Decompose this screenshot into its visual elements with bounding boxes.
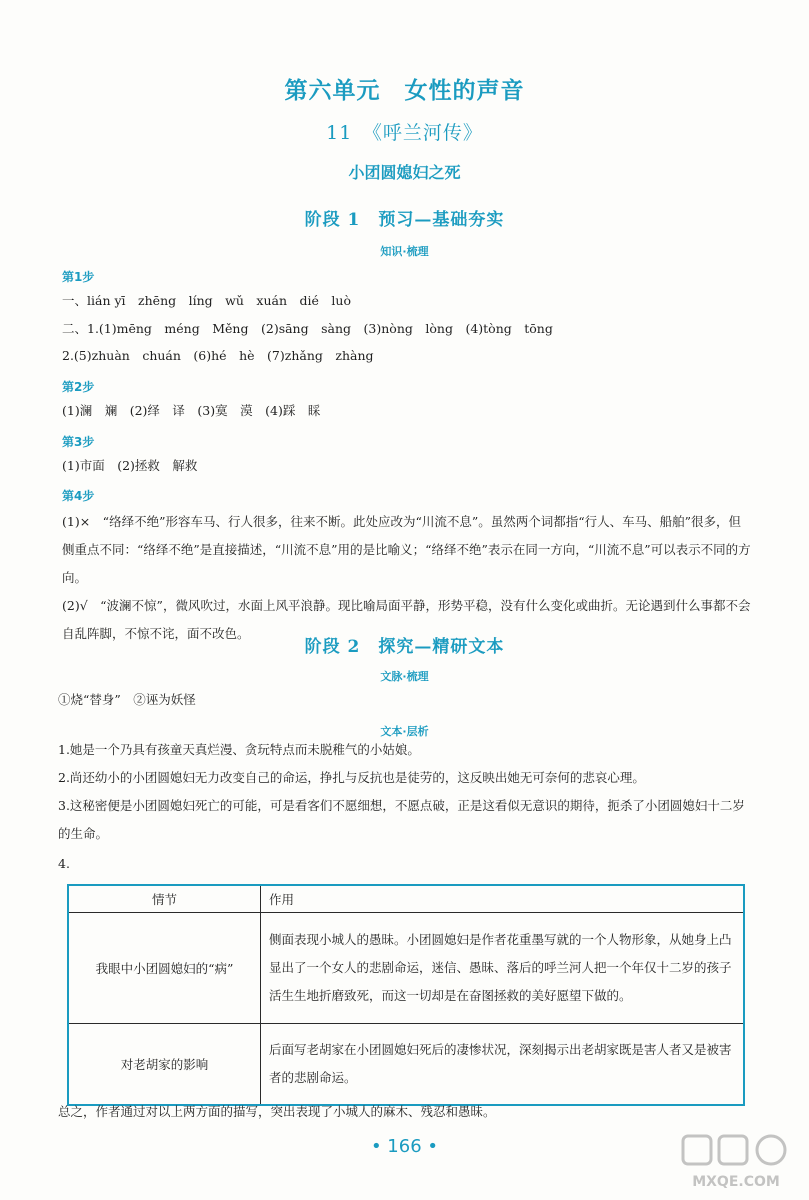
table-header-row — [68, 885, 744, 913]
watermark-graphic-icon — [681, 1132, 791, 1168]
plot-table — [67, 884, 745, 1106]
table-cell-plot: 对老胡家的影响 — [68, 1024, 261, 1106]
analysis-item: 1.她是一个乃具有孩童天真烂漫、贪玩特点而未脱稚气的小姑娘。 — [58, 742, 420, 757]
table-cell-role: 后面写老胡家在小团圆媳妇死后的凄惨状况，深刻揭示出老胡家既是害人者又是被害者的悲剧命运。 — [261, 1024, 745, 1106]
analysis-subtitle: 文本·层析 — [380, 725, 429, 738]
step4-label: 第4步 — [62, 489, 95, 503]
step1-label: 第1步 — [62, 270, 95, 284]
analysis-item: 2.尚还幼小的小团圆媳妇无力改变自己的命运，挣扎与反抗也是徒劳的，这反映出她无可奈何的悲哀心理。 — [58, 770, 645, 785]
step1-line: 二、1.(1)mēng méng Měng (2)sāng sàng (3)nòng lòng (4)tòng tōng — [62, 321, 553, 336]
table-row — [68, 913, 744, 1024]
watermark-logo — [671, 1132, 801, 1190]
item4-label: 4. — [58, 856, 70, 871]
table-row — [68, 1024, 744, 1106]
section-title: 小团圆媳妇之死 — [348, 163, 461, 182]
table-cell-plot: 我眼中小团圆媳妇的“病” — [68, 913, 261, 1024]
analysis-list — [58, 736, 752, 848]
step3-line: (1)市面 (2)拯救 解救 — [62, 458, 198, 473]
analysis-item: 3.这秘密便是小团圆媳妇死亡的可能，可是看客们不愿细想，不愿点破，正是这看似无意识的期待，扼杀了小团圆媳妇十二岁的生命。 — [58, 798, 745, 841]
step4-para-2: (2)√ “波澜不惊”，微风吹过，水面上风平浪静。现比喻局面平静，形势平稳，没有什么变化或曲折。无论遇到什么事都不会自乱阵脚，不惊不诧，面不改色。 — [62, 598, 751, 641]
watermark-text: MXQE.COM — [692, 1174, 780, 1190]
step2-label: 第2步 — [62, 380, 95, 394]
stage1-title: 阶段 1 预习—基础夯实 — [304, 210, 505, 230]
step2-line: (1)澜 斓 (2)绎 译 (3)寞 漠 (4)踩 睬 — [62, 403, 321, 418]
unit-title: 第六单元 女性的声音 — [284, 77, 525, 104]
table-header-role: 作用 — [261, 885, 745, 913]
step1-line: 2.(5)zhuàn chuán (6)hé hè (7)zhǎng zhàng — [62, 348, 374, 363]
step4-paragraphs — [62, 508, 752, 648]
context-subtitle: 文脉·梳理 — [380, 670, 429, 683]
table-cell-role: 侧面表现小城人的愚昧。小团圆媳妇是作者花重墨写就的一个人物形象，从她身上凸显出了一个女人的悲剧命运，迷信、愚昧、落后的呼兰河人把一个年仅十二岁的孩子活生生地折磨致死，而这一切却是在奋图拯救的美好愿望下做的。 — [261, 913, 745, 1024]
step1-line: 一、lián yī zhēng líng wǔ xuán dié luò — [62, 293, 351, 308]
step3-label: 第3步 — [62, 435, 95, 449]
step4-para-1: (1)× “络绎不绝”形容车马、行人很多，往来不断。此处应改为“川流不息”。虽然两个词都指“行人、车马、船舶”很多，但侧重点不同：“络绎不绝”是直接描述，“川流不息”用的是比喻义；“络绎不绝”表示在同一方向，“川流不息”可以表示不同的方向。 — [62, 514, 751, 585]
stage2-title: 阶段 2 探究—精研文本 — [304, 637, 505, 657]
page-number: • 166 • — [370, 1136, 439, 1157]
lesson-title: 11 《呼兰河传》 — [326, 122, 483, 144]
context-line: ①烧“替身” ②诬为妖怪 — [58, 692, 196, 707]
summary-line: 总之，作者通过对以上两方面的描写，突出表现了小城人的麻木、残忍和愚昧。 — [58, 1104, 496, 1119]
stage1-subtitle: 知识·梳理 — [380, 245, 429, 258]
table-header-plot: 情节 — [68, 885, 261, 913]
